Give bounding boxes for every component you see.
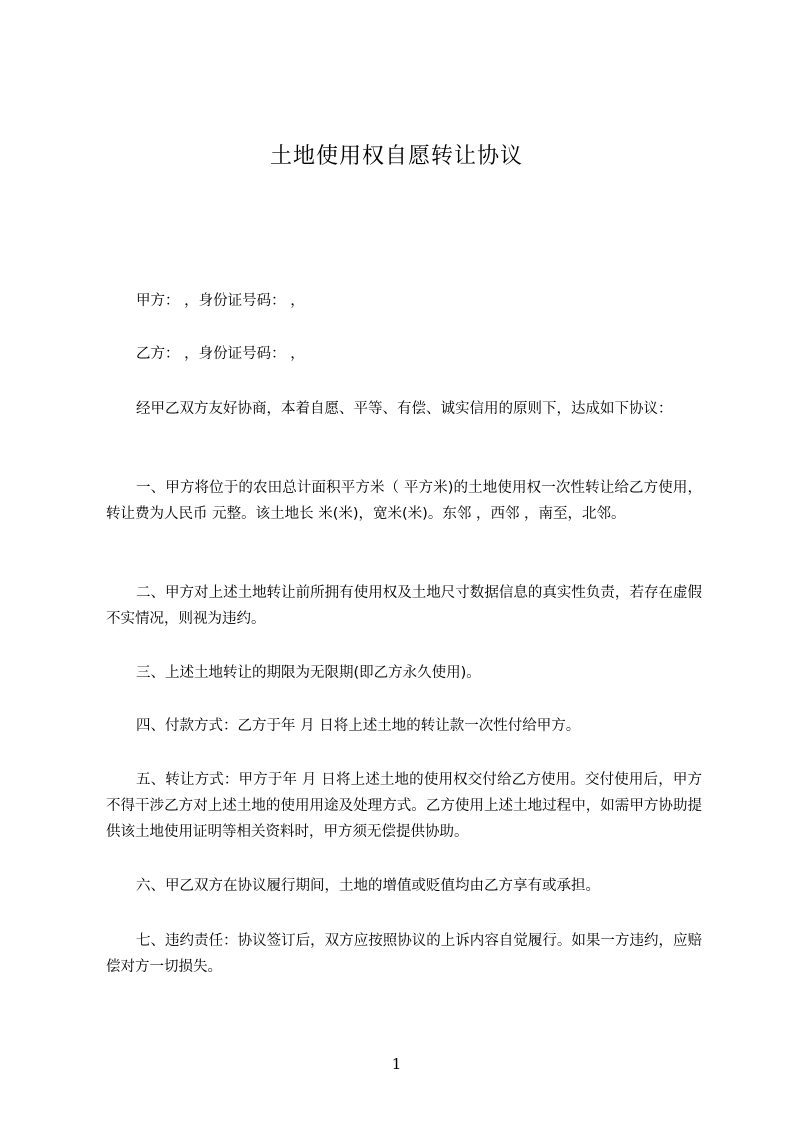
clause-2-paragraph: 二、甲方对上述土地转让前所拥有使用权及土地尺寸数据信息的真实性负责，若存在虚假不实情况，则视为违约。 — [106, 585, 702, 627]
clause-4-paragraph: 四、付款方式：乙方于年 月 日将上述土地的转让款一次性付给甲方。 — [136, 718, 581, 734]
page-number: 1 — [391, 1055, 402, 1073]
party-b-line: 乙方： ，身份证号码： ， — [136, 346, 305, 362]
document-title: 土地使用权自愿转让协议 — [269, 144, 523, 169]
clause-5-paragraph: 五、转让方式：甲方于年 月 日将上述土地的使用权交付给乙方使用。交付使用后，甲方不得干涉乙方对上述土地的使用用途及处理方式。乙方使用上述土地过程中，如需甲方协助提供该土地使用证明等相关资料时，甲方须无偿提供协助。 — [106, 772, 702, 840]
party-a-line: 甲方： ，身份证号码： ， — [136, 293, 305, 309]
clause-7-paragraph: 七、违约责任：协议签订后，双方应按照协议的上诉内容自觉履行。如果一方违约，应赔偿对方一切损失。 — [106, 933, 702, 975]
clause-1-paragraph: 一、甲方将位于的农田总计面积平方米（ 平方米)的土地使用权一次性转让给乙方使用，转让费为人民币 元整。该土地长 米(米)，宽米(米)。东邻 ，西邻 ，南至，北邻。 — [106, 480, 702, 522]
preamble-paragraph: 经甲乙双方友好协商，本着自愿、平等、有偿、诚实信用的原则下，达成如下协议： — [136, 401, 673, 417]
clause-3-paragraph: 三、上述土地转让的期限为无限期(即乙方永久使用)。 — [136, 665, 481, 681]
clause-6-paragraph: 六、甲乙双方在协议履行期间，土地的增值或贬值均由乙方享有或承担。 — [136, 878, 600, 894]
